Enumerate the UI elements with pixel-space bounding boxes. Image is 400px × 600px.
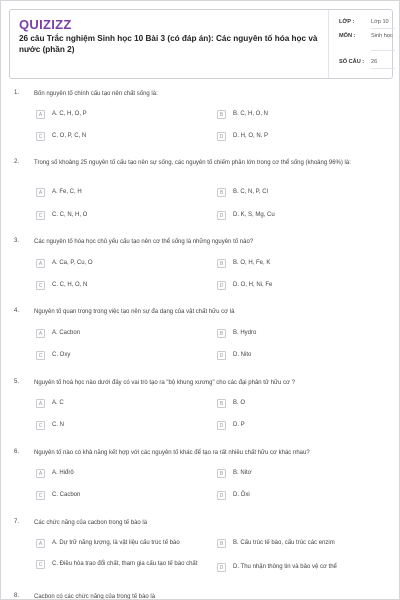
meta-subject-value: Sinh học bbox=[371, 33, 393, 39]
option-letter: D bbox=[217, 211, 226, 220]
option-text: D. P bbox=[233, 422, 245, 428]
option-text: D. Thu nhận thông tin và bảo vệ cơ thể bbox=[233, 564, 337, 570]
option-letter: B bbox=[217, 539, 226, 548]
option-text: A. C, H, O, P bbox=[52, 111, 87, 117]
option-letter: B bbox=[217, 329, 226, 338]
option-text: A. Cacbon bbox=[52, 330, 81, 336]
option-text: A. Hiđrô bbox=[52, 470, 74, 476]
option-letter: A bbox=[36, 259, 45, 268]
option-text: D. Ôxi bbox=[233, 492, 250, 498]
worksheet-title: 26 câu Trắc nghiệm Sinh học 10 Bài 3 (có đáp án): Các nguyên tố hóa học và nước (phần 2) bbox=[19, 34, 318, 54]
option-text: C. O, P, C, N bbox=[52, 133, 87, 139]
option-letter: C bbox=[36, 281, 45, 290]
option-letter: A bbox=[36, 188, 45, 197]
option-text: B. Hydro bbox=[233, 330, 257, 336]
question-text: Bốn nguyên tố chính cấu tạo nên chất sống là: bbox=[34, 91, 158, 97]
option-text: D. K, S, Mg, Cu bbox=[233, 212, 275, 218]
option-text: C. Điều hòa trao đổi chất, tham gia cấu tạo tế bào chất bbox=[52, 561, 198, 567]
option-text: D. O, H, Ni, Fe bbox=[233, 282, 273, 288]
option-letter: D bbox=[217, 421, 226, 430]
option-letter: D bbox=[217, 563, 226, 572]
meta-class-label: LỚP : bbox=[339, 19, 355, 25]
option-letter: A bbox=[36, 539, 45, 548]
question-text: Nguyên tố hoá học nào dưới đây có vai trò tạo ra "bộ khung xương" cho các đại phân tử hữu cơ ? bbox=[34, 380, 295, 386]
question-number: 5. bbox=[14, 379, 20, 385]
option-letter: B bbox=[217, 469, 226, 478]
option-letter: B bbox=[217, 399, 226, 408]
option-text: B. Cấu trúc tế bào, cấu trúc các enzim bbox=[233, 540, 335, 546]
meta-count-label: SỐ CÂU : bbox=[339, 59, 365, 65]
option-text: C. N bbox=[52, 422, 64, 428]
meta-count-value: 26 bbox=[371, 59, 378, 65]
option-text: C. Cacbon bbox=[52, 492, 81, 498]
option-letter: A bbox=[36, 110, 45, 119]
option-letter: B bbox=[217, 110, 226, 119]
option-letter: C bbox=[36, 421, 45, 430]
option-text: A. Ca, P, Cu, O bbox=[52, 260, 93, 266]
option-text: C. C, H, O, N bbox=[52, 282, 88, 288]
option-letter: C bbox=[36, 211, 45, 220]
option-text: B. O, H, Fe, K bbox=[233, 260, 271, 266]
option-letter: A bbox=[36, 399, 45, 408]
option-text: C. C, N, H, O bbox=[52, 212, 88, 218]
option-letter: C bbox=[36, 560, 45, 569]
question-number: 6. bbox=[14, 449, 20, 455]
meta-divider bbox=[371, 68, 395, 69]
question-text: Nguyên tố quan trọng trong việc tạo nên sự đa dạng của vật chất hữu cơ là bbox=[34, 309, 235, 315]
option-text: A. Dự trữ năng lượng, là vật liệu cấu trúc tế bào bbox=[52, 540, 180, 546]
question-number: 8. bbox=[14, 593, 20, 599]
meta-class-value: Lớp 10 bbox=[371, 19, 389, 25]
option-letter: B bbox=[217, 259, 226, 268]
option-text: B. O bbox=[233, 400, 246, 406]
question-number: 4. bbox=[14, 308, 20, 314]
option-text: D. H, O, N, P bbox=[233, 133, 269, 139]
option-letter: D bbox=[217, 491, 226, 500]
option-letter: B bbox=[217, 188, 226, 197]
option-letter: D bbox=[217, 351, 226, 360]
option-letter: A bbox=[36, 329, 45, 338]
question-text: Trong số khoảng 25 nguyên tố cấu tạo nên sự sống, các nguyên tố chiếm phần lớn trong cơ thể sống (khoảng 96%) là: bbox=[34, 160, 351, 166]
option-text: C. Oxy bbox=[52, 352, 71, 358]
question-number: 2. bbox=[14, 159, 20, 165]
quizizz-logo: QUIZIZZ bbox=[19, 17, 72, 32]
option-letter: C bbox=[36, 132, 45, 141]
option-text: A. C bbox=[52, 400, 64, 406]
question-number: 3. bbox=[14, 238, 20, 244]
worksheet-header bbox=[9, 9, 393, 79]
option-letter: D bbox=[217, 281, 226, 290]
meta-divider bbox=[371, 50, 395, 51]
option-letter: D bbox=[217, 132, 226, 141]
option-text: D. Nito bbox=[233, 352, 252, 358]
question-text: Các nguyên tố hóa học chủ yếu cấu tạo nên cơ thể sống là những nguyên tố nào? bbox=[34, 239, 254, 245]
question-number: 1. bbox=[14, 90, 20, 96]
question-number: 7. bbox=[14, 519, 20, 525]
option-letter: C bbox=[36, 491, 45, 500]
meta-panel bbox=[328, 10, 394, 78]
question-text: Các chức năng của cacbon trong tế bào là bbox=[34, 520, 148, 526]
option-text: B. C, H, O, N bbox=[233, 111, 269, 117]
option-letter: C bbox=[36, 351, 45, 360]
meta-subject-label: MÔN : bbox=[339, 33, 356, 39]
option-text: A. Fe, C, H bbox=[52, 189, 82, 195]
option-text: B. Nitơ bbox=[233, 470, 252, 476]
option-text: B. C, N, P, Cl bbox=[233, 189, 268, 195]
option-letter: A bbox=[36, 469, 45, 478]
question-text: Cacbon có các chức năng của trong tế bào là bbox=[34, 594, 156, 600]
meta-divider bbox=[371, 28, 395, 29]
question-text: Nguyên tố nào có khả năng kết hợp với các nguyên tố khác để tạo ra rất nhiều chất hữu cơ khác nhau? bbox=[34, 450, 310, 456]
